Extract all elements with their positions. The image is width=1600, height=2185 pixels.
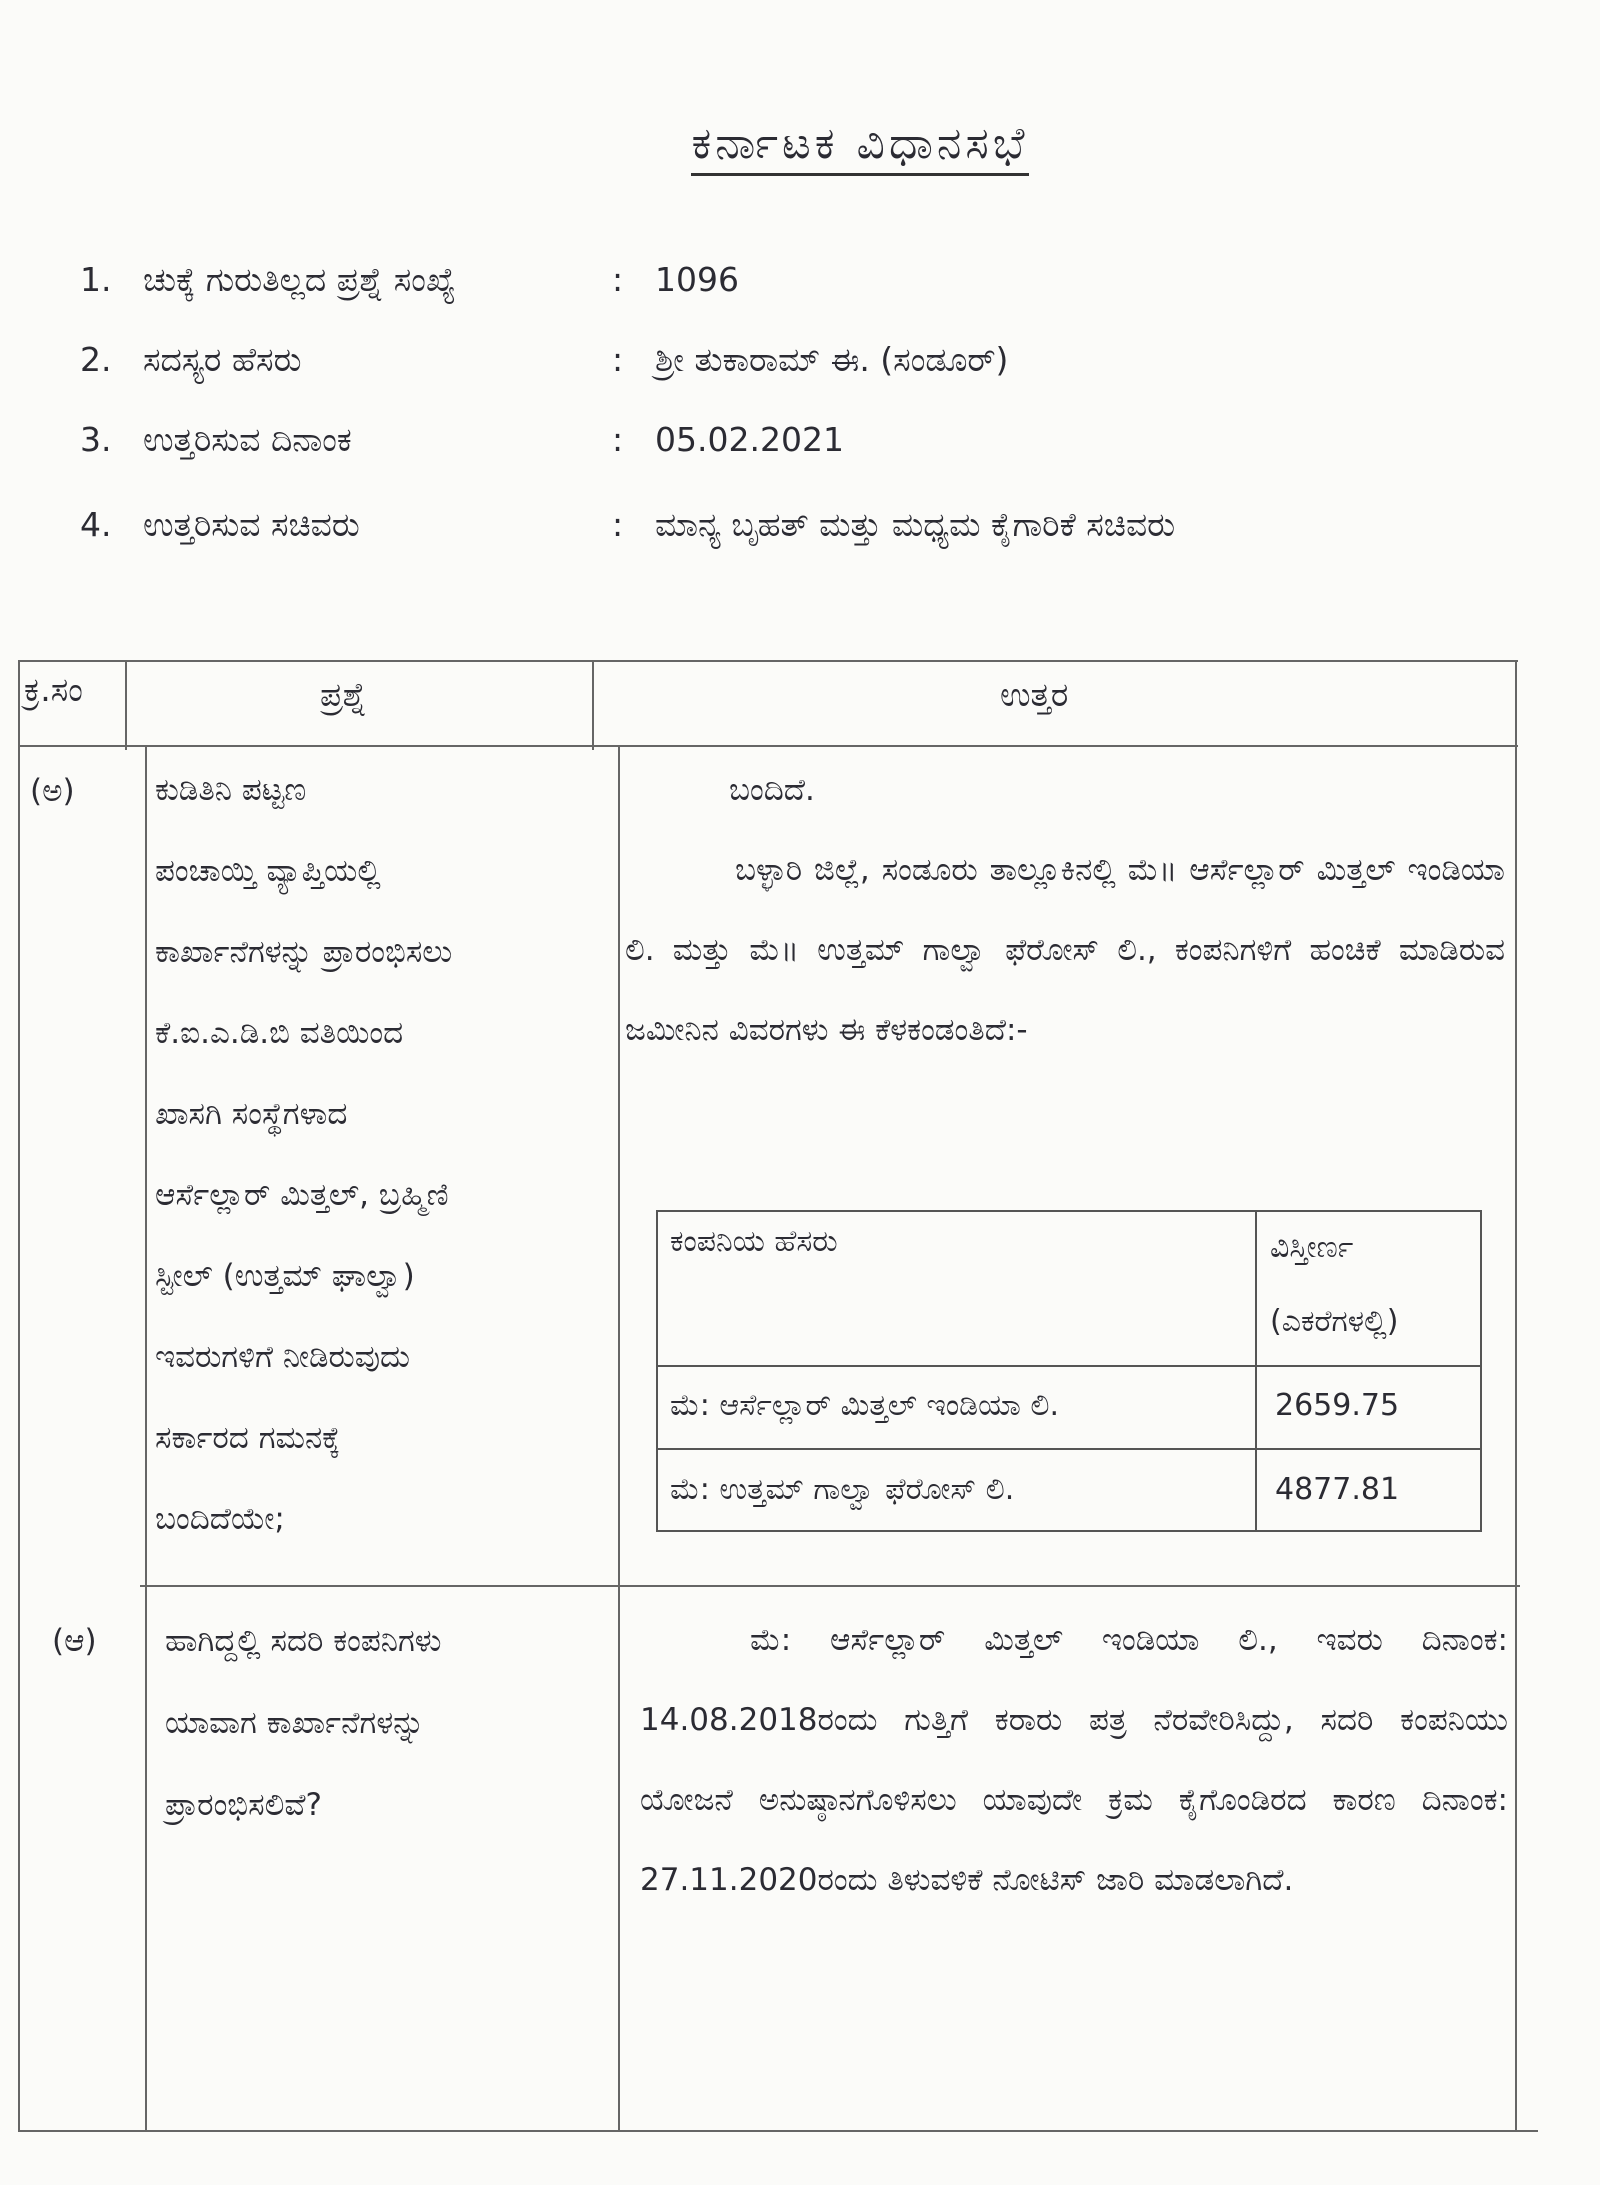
row-b-question: ಹಾಗಿದ್ದಲ್ಲಿ ಸದರಿ ಕಂಪನಿಗಳು ಯಾವಾಗ ಕಾರ್ಖಾನೆಗಳನ್ನು ಪ್ರಾರಂಭಿಸಲಿವೆ?: [165, 1623, 442, 1823]
allocation-header-company: ಕಂಪನಿಯ ಹೆಸರು: [670, 1224, 838, 1259]
allocation-row-1-area: 2659.75: [1275, 1388, 1400, 1423]
table-left-border: [18, 660, 20, 2130]
row-b-answer-p1: ಮೆ: ಆರ್ಸೆಲ್ಲಾರ್ ಮಿತ್ತಲ್ ಇಂಡಿಯಾ ಲಿ., ಇವರು ದಿನಾಂಕ: 14.08.2018ರಂದು ಗುತ್ತಿಗೆ ಕರಾರು ಪತ್ರ ನೆರವೇರಿಸಿದ್ದು, ಸದರಿ ಕಂಪನಿಯು ಯೋಜನೆ ಅನುಷ್ಠಾನಗೊಳಿಸಲು ಯಾವುದೇ ಕ್ರಮ ಕೈಗೊಂಡಿರದ ಕಾರಣ ದಿನಾಂಕ: 27.11.2020ರಂದು ತಿಳುವಳಿಕೆ ನೋಟಿಸ್ ಜಾರಿ ಮಾಡಲಾಗಿದೆ.: [640, 1622, 1508, 1898]
allocation-row-1-company: ಮೆ: ಆರ್ಸೆಲ್ಲಾರ್ ಮಿತ್ತಲ್ ಇಂಡಿಯಾ ಲಿ.: [670, 1388, 1059, 1423]
table-header-divider: [18, 745, 1518, 747]
row-b-sl: (ಆ): [52, 1623, 97, 1659]
row-b-answer: [640, 1600, 1508, 1920]
table-right-border: [1515, 660, 1517, 2130]
allocation-header-area: ವಿಸ್ತೀರ್ಣ: [1270, 1230, 1354, 1265]
allocation-row-2-company: ಮೆ: ಉತ್ತಮ್ ಗಾಲ್ವಾ ಫೆರೋಸ್ ಲಿ.: [670, 1472, 1015, 1507]
table-top-border: [18, 660, 1518, 662]
header-question: ಪ್ರಶ್ನೆ: [320, 675, 367, 714]
allocation-table-row-divider-2: [658, 1448, 1480, 1450]
table-sl-divider: [145, 745, 147, 2130]
allocation-table-row-divider-1: [658, 1365, 1480, 1367]
table-question-divider: [618, 745, 620, 2130]
row-a-answer-p1: ಬಂದಿದೆ.: [729, 772, 815, 808]
allocation-row-2-area: 4877.81: [1275, 1472, 1400, 1507]
row-a-question: ಕುಡಿತಿನಿ ಪಟ್ಟಣ ಪಂಚಾಯ್ತಿ ವ್ಯಾಪ್ತಿಯಲ್ಲಿ ಕಾರ್ಖಾನೆಗಳನ್ನು ಪ್ರಾರಂಭಿಸಲು ಕೆ.ಐ.ಎ.ಡಿ.ಬಿ ವತಿಯಿಂದ ಖಾಸಗಿ ಸಂಸ್ಥೆಗಳಾದ ಆರ್ಸೆಲ್ಲಾರ್ ಮಿತ್ತಲ್, ಬ್ರಹ್ಮಿಣಿ ಸ್ಟೀಲ್ (ಉತ್ತಮ್ ಘಾಲ್ವಾ) ಇವರುಗಳಿಗೆ ನೀಡಿರುವುದು ಸರ್ಕಾರದ ಗಮನಕ್ಕೆ ಬಂದಿದೆಯೇ;: [155, 772, 453, 1537]
table-question-divider-head: [592, 660, 594, 750]
header-sl-no: ಕ್ರ.ಸಂ: [24, 670, 83, 709]
row-a-sl: (ಅ): [30, 773, 75, 809]
allocation-table-col-divider: [1255, 1212, 1257, 1530]
allocation-header-area-unit: (ಎಕರೆಗಳಲ್ಲಿ): [1270, 1304, 1399, 1339]
table-row-divider: [140, 1585, 1520, 1587]
row-a-answer-p2: ಬಳ್ಳಾರಿ ಜಿಲ್ಲೆ, ಸಂಡೂರು ತಾಲ್ಲೂಕಿನಲ್ಲಿ ಮೆ॥ ಆರ್ಸೆಲ್ಲಾರ್ ಮಿತ್ತಲ್ ಇಂಡಿಯಾ ಲಿ. ಮತ್ತು ಮೆ॥ ಉತ್ತಮ್ ಗಾಲ್ವಾ ಫೆರೋಸ್ ಲಿ., ಕಂಪನಿಗಳಿಗೆ ಹಂಚಿಕೆ ಮಾಡಿರುವ ಜಮೀನಿನ ವಿವರಗಳು ಈ ಕೆಳಕಂಡಂತಿದೆ:-: [625, 852, 1505, 1048]
header-answer: ಉತ್ತರ: [1000, 675, 1069, 714]
document-page: ಕರ್ನಾಟಕ ವಿಧಾನಸಭೆ 1. ಚುಕ್ಕೆ ಗುರುತಿಲ್ಲದ ಪ್ರಶ್ನೆ ಸಂಖ್ಯೆ : 1096 2. ಸದಸ್ಯರ ಹೆಸರು : ಶ್ರೀ ತುಕಾರಾಮ್ ಈ. (ಸಂಡೂರ್) 3. ಉತ್ತರಿಸುವ ದಿನಾಂಕ : 05.02.2021 4. ಉತ್ತರಿಸುವ ಸಚಿವರು : ಮಾನ್ಯ ಬೃಹತ್ ಮತ್ತು ಮಧ್ಯಮ ಕೈಗಾರಿಕೆ ಸಚಿವರು ಕ್ರ.ಸಂ ಪ್ರಶ್ನೆ ಉತ್ತರ (ಅ) ಕುಡಿತಿನಿ ಪಟ್ಟಣ ಪಂಚಾಯ್ತಿ ವ್ಯಾಪ್ತಿಯಲ್ಲಿ ಕಾರ್ಖಾನೆಗಳನ್ನು ಪ್ರಾರಂಭಿಸಲು ಕೆ.ಐ.ಎ.ಡಿ.ಬಿ ವತಿಯಿಂದ ಖಾಸಗಿ ಸಂಸ್ಥೆಗಳಾದ ಆರ್ಸೆಲ್ಲಾರ್ ಮಿತ್ತಲ್, ಬ್ರಹ್ಮಿಣಿ ಸ್ಟೀಲ್ (ಉತ್ತಮ್ ಘಾಲ್ವಾ) ಇವರುಗಳಿಗೆ ನೀಡಿರುವುದು ಸರ್ಕಾರದ ಗಮನಕ್ಕೆ ಬಂದಿದೆಯೇ; ಬಂದಿದೆ. ಬಳ್ಳಾರಿ ಜಿಲ್ಲೆ, ಸಂಡೂರು ತಾಲ್ಲೂಕಿನಲ್ಲಿ ಮೆ॥ ಆರ್ಸೆಲ್ಲಾರ್ ಮಿತ್ತಲ್ ಇಂಡಿಯಾ ಲಿ. ಮತ್ತು ಮೆ॥ ಉತ್ತಮ್ ಗಾಲ್ವಾ ಫೆರೋಸ್ ಲಿ., ಕಂಪನಿಗಳಿಗೆ ಹಂಚಿಕೆ ಮಾಡಿರುವ ಜಮೀನಿನ ವಿವರಗಳು ಈ ಕೆಳಕಂಡಂತಿದೆ:- ಕಂಪನಿಯ ಹೆಸರು ವಿಸ್ತೀರ್ಣ (ಎಕರೆಗಳಲ್ಲಿ) ಮೆ: ಆರ್ಸೆಲ್ಲಾರ್ ಮಿತ್ತಲ್ ಇಂಡಿಯಾ ಲಿ. 2659.75 ಮೆ: ಉತ್ತಮ್ ಗಾಲ್ವಾ ಫೆರೋಸ್ ಲಿ. 4877.81 (ಆ) ಹಾಗಿದ್ದಲ್ಲಿ ಸದರಿ ಕಂಪನಿಗಳು ಯಾವಾಗ ಕಾರ್ಖಾನೆಗಳನ್ನು ಪ್ರಾರಂಭಿಸಲಿವೆ? ಮೆ: ಆರ್ಸೆಲ್ಲಾರ್ ಮಿತ್ತಲ್ ಇಂಡಿಯಾ ಲಿ., ಇವರು ದಿನಾಂಕ: 14.08.2018ರಂದು ಗುತ್ತಿಗೆ ಕರಾರು ಪತ್ರ ನೆರವೇರಿಸಿದ್ದು, ಸದರಿ ಕಂಪನಿಯು ಯೋಜನೆ ಅನುಷ್ಠಾನಗೊಳಿಸಲು ಯಾವುದೇ ಕ್ರಮ ಕೈಗೊಂಡಿರದ ಕಾರಣ ದಿನಾಂಕ: 27.11.2020ರಂದು ತಿಳುವಳಿಕೆ ನೋಟಿಸ್ ಜಾರಿ ಮಾಡಲಾಗಿದೆ.: [0, 0, 1600, 2185]
table-bottom-border: [18, 2130, 1538, 2132]
row-a-answer: [625, 750, 1505, 1070]
table-sl-divider-head: [125, 660, 127, 750]
allocation-table: [656, 1210, 1482, 1532]
document-title: ಕರ್ನಾಟಕ ವಿಧಾನಸಭೆ: [0, 118, 1600, 176]
